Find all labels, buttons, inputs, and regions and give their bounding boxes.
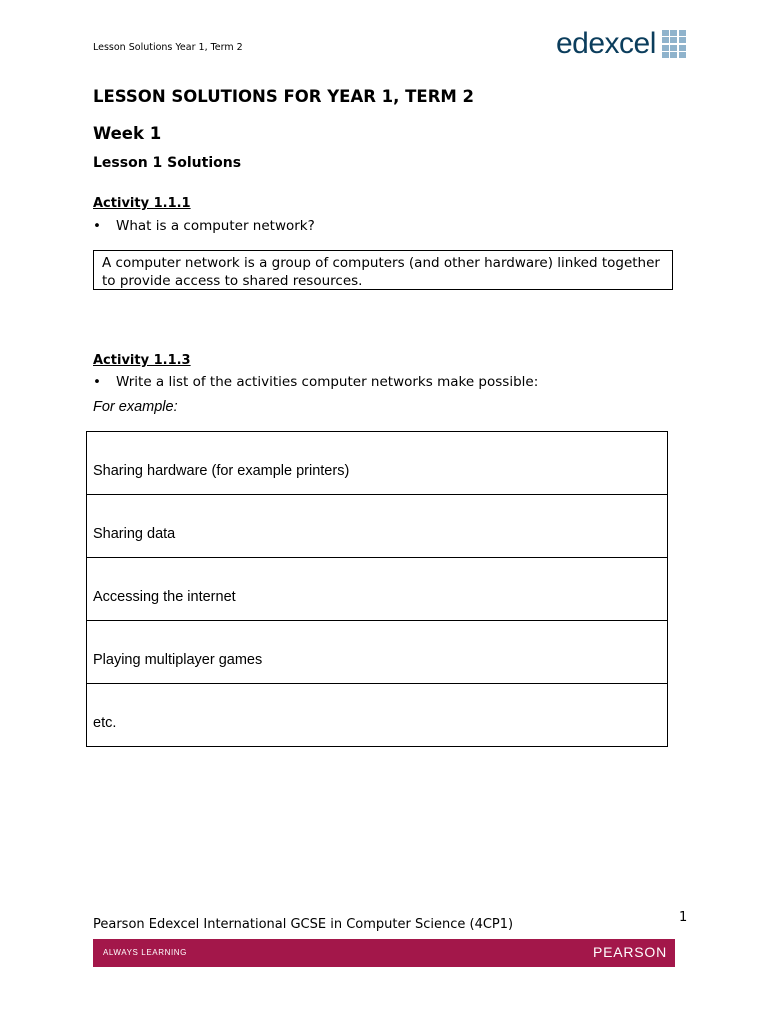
bullet-text: Write a list of the activities computer networks make possible: xyxy=(116,374,539,390)
table-row xyxy=(87,620,667,683)
table-row xyxy=(87,432,667,494)
bullet-item xyxy=(93,374,538,390)
document-title: LESSON SOLUTIONS FOR YEAR 1, TERM 2 xyxy=(93,87,475,106)
footer-tagline: ALWAYS LEARNING xyxy=(103,948,187,957)
bullet-text: What is a computer network? xyxy=(116,218,315,234)
footer-course: Pearson Edexcel International GCSE in Computer Science (4CP1) xyxy=(93,917,514,932)
page-number: 1 xyxy=(679,910,688,925)
table-cell: etc. xyxy=(93,715,117,731)
footer-bar xyxy=(93,939,675,967)
activity-heading: Activity 1.1.3 xyxy=(93,353,191,368)
logo-text: edexcel xyxy=(556,27,656,60)
for-example-label: For example: xyxy=(93,399,178,415)
bullet-icon: • xyxy=(93,374,101,390)
week-heading: Week 1 xyxy=(93,124,162,143)
pearson-logo: PEARSON xyxy=(592,944,667,960)
table-cell: Sharing data xyxy=(93,526,176,542)
bullet-icon: • xyxy=(93,218,101,234)
table-row xyxy=(87,494,667,557)
table-row xyxy=(87,557,667,620)
logo-grid-icon xyxy=(662,30,686,59)
activities-table xyxy=(86,431,668,747)
activity-heading: Activity 1.1.1 xyxy=(93,196,191,211)
table-cell: Accessing the internet xyxy=(93,589,236,605)
lesson-heading: Lesson 1 Solutions xyxy=(93,155,242,171)
table-cell: Playing multiplayer games xyxy=(93,652,263,668)
answer-box: A computer network is a group of computers (and other hardware) linked together to provide access to shared resources. xyxy=(93,250,673,290)
running-header: Lesson Solutions Year 1, Term 2 xyxy=(93,42,243,53)
bullet-item xyxy=(93,218,315,234)
edexcel-logo xyxy=(556,26,686,62)
table-row xyxy=(87,683,667,746)
table-cell: Sharing hardware (for example printers) xyxy=(93,463,350,479)
